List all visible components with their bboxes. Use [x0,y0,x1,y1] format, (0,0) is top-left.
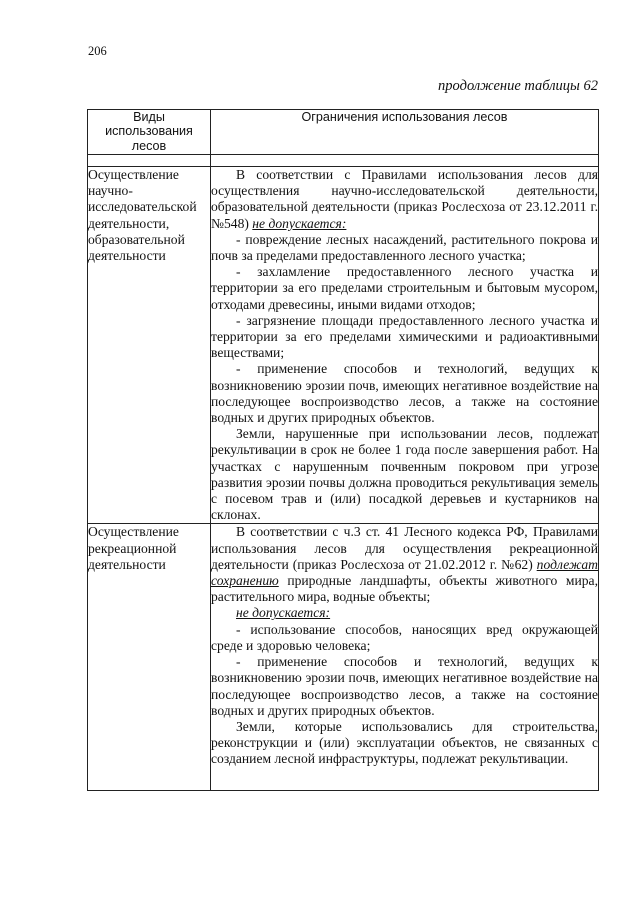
type-line: образовательной [88,231,185,247]
type-line: Осуществление [88,167,179,182]
page-number: 206 [88,44,107,58]
table-header-row [88,110,599,155]
table-spacer-row [88,155,599,167]
restriction-item: - повреждение лесных насаждений, растительного покрова и почв за пределами предоставленного лесного участка; [211,231,598,264]
restriction-final: Земли, нарушенные при использовании лесов, подлежат рекультивации в срок не более 1 года после завершения работ. На участках с нарушенным почвенным покровом при угрозе развития эрозии почвы должна проводиться рекультивация земель с посевом трав и (или) посадкой деревьев и кустарников на склонах. [211,426,598,523]
restriction-item: - применение способов и технологий, ведущих к возникновению эрозии почв, имеющих негативное воздействие на последующее воспроизводство лесов, а также на состояние водных и других природных объектов. [211,361,598,426]
table-row [88,524,599,791]
restriction-item: - применение способов и технологий, ведущих к возникновению эрозии почв, имеющих негативное воздействие на последующее воспроизводство лесов, а также на состояние водных и других природных объектов. [211,654,598,718]
not-allowed-label: не допускается: [252,215,347,231]
must-preserve-label: подлежат сохранению [211,556,598,589]
type-line: научно- [88,183,133,199]
header-restrictions: Ограничения использования лесов [211,110,599,155]
restriction-item: - захламление предоставленного лесного участка и территории за его пределами строительным и бытовым мусором, отходами древесины, иными видами отходов; [211,264,598,312]
type-line: исследовательской [88,199,197,215]
header-col1-line: использования [105,124,193,139]
restrictions-cell [211,167,599,524]
type-line: деятельности, [88,215,170,231]
type-line: деятельности [88,248,166,264]
forest-use-type-cell [88,524,211,791]
table-row [88,167,599,524]
type-line: Осуществление [88,524,179,540]
restriction-final: Земли, которые использовались для строительства, реконструкции и (или) эксплуатации объектов, не связанных с созданием лесной инфраструктуры, подлежат рекультивации. [211,718,598,767]
restriction-item: - загрязнение площади предоставленного лесного участка и территории за его пределами химическими и радиоактивными веществами; [211,312,598,361]
restriction-intro: В соответствии с Правилами использования лесов для осуществления научно-исследовательской деятельности, образовательной деятельности (приказ Рослесхоза от 23.12.2011 г. №548) не допускается: [211,167,598,231]
type-line: рекреационной [88,540,177,556]
type-line: деятельности [88,556,166,572]
header-col1-line: лесов [131,138,167,153]
restriction-intro: В соответствии с ч.3 ст. 41 Лесного кодекса РФ, Правилами использования лесов для осуществления рекреационной деятельности (приказ Рослесхоза от 21.02.2012 г. №62) подлежат сохранению природные ландшафты, объекты животного мира, растительного мира, водные объекты; [211,524,598,605]
forest-use-table [87,109,599,791]
not-allowed-heading: не допускается: [236,605,331,621]
table-continuation-caption: продолжение таблицы 62 [438,78,598,94]
forest-use-type-cell [88,167,211,524]
restriction-item: - использование способов, наносящих вред окружающей среде и здоровью человека; [211,621,598,653]
header-col1-line: Виды [133,110,165,124]
restrictions-cell [211,524,599,791]
header-forest-use-type [88,110,211,155]
